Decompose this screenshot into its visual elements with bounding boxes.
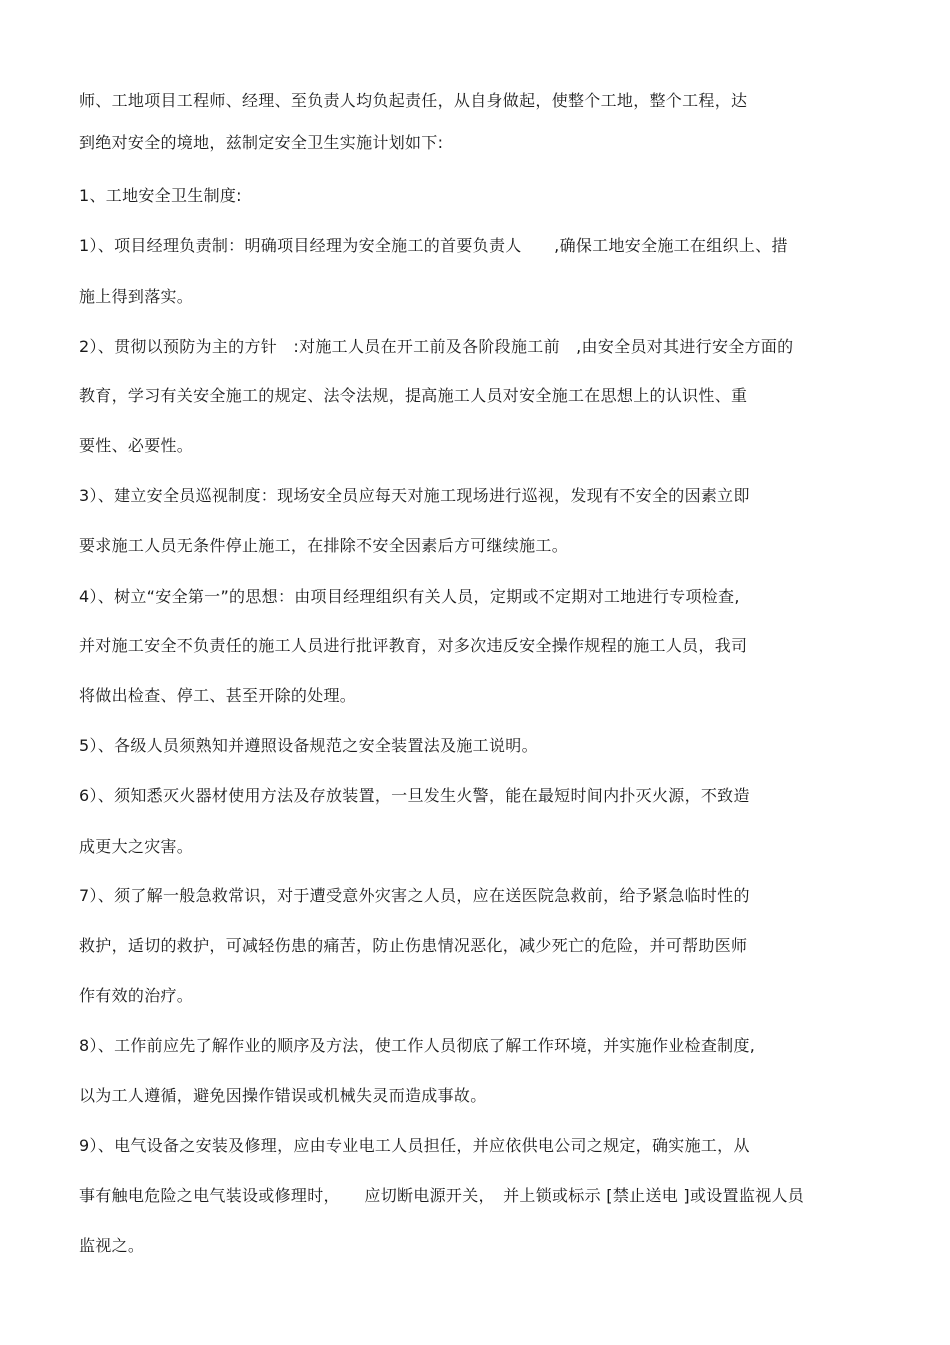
text-line: 8）、工作前应先了解作业的顺序及方法，使工作人员彻底了解工作环境，并实施作业检查制度, xyxy=(79,1036,756,1055)
text-line: 到绝对安全的境地，兹制定安全卫生实施计划如下: xyxy=(79,133,444,152)
text-line: 要求施工人员无条件停止施工，在排除不安全因素后方可继续施工。 xyxy=(79,536,569,555)
text-line: 1）、项目经理负责制：明确项目经理为安全施工的首要负责人 ,确保工地安全施工在组织上、措 xyxy=(79,236,788,255)
section-heading: 1、工地安全卫生制度: xyxy=(79,186,242,205)
text-line: 要性、必要性。 xyxy=(79,436,194,455)
text-line: 7）、须了解一般急救常识，对于遭受意外灾害之人员，应在送医院急救前，给予紧急临时性的 xyxy=(79,886,750,905)
text-line: 9）、电气设备之安装及修理，应由专业电工人员担任，并应依供电公司之规定，确实施工，从 xyxy=(79,1136,750,1155)
text-line: 救护，适切的救护，可减轻伤患的痛苦，防止伤患情况恶化，减少死亡的危险，并可帮助医师 xyxy=(79,936,748,955)
text-line: 教育，学习有关安全施工的规定、法令法规，提高施工人员对安全施工在思想上的认识性、重 xyxy=(79,386,748,405)
text-line: 事有触电危险之电气装设或修理时， 应切断电源开关， 并上锁或标示 [禁止送电 ]或设置监视人员 xyxy=(79,1186,805,1205)
text-line: 3）、建立安全员巡视制度：现场安全员应每天对施工现场进行巡视，发现有不安全的因素立即 xyxy=(79,486,750,505)
text-line: 6）、须知悉灭火器材使用方法及存放装置，一旦发生火警，能在最短时间内扑灭火源，不致造 xyxy=(79,786,750,805)
text-line: 施上得到落实。 xyxy=(79,287,194,306)
text-line: 并对施工安全不负责任的施工人员进行批评教育，对多次违反安全操作规程的施工人员，我司 xyxy=(79,636,748,655)
text-line: 作有效的治疗。 xyxy=(79,986,194,1005)
text-line: 师、工地项目工程师、经理、至负责人均负起责任，从自身做起，使整个工地，整个工程，达 xyxy=(79,91,748,110)
text-line: 以为工人遵循，避免因操作错误或机械失灵而造成事故。 xyxy=(79,1086,487,1105)
text-line: 监视之。 xyxy=(79,1236,145,1255)
text-line: 成更大之灾害。 xyxy=(79,837,194,856)
text-line: 5）、各级人员须熟知并遵照设备规范之安全装置法及施工说明。 xyxy=(79,736,538,755)
text-line: 2）、贯彻以预防为主的方针 :对施工人员在开工前及各阶段施工前 ,由安全员对其进行安全方面的 xyxy=(79,337,794,356)
text-line: 4）、树立“安全第一”的思想：由项目经理组织有关人员，定期或不定期对工地进行专项检查, xyxy=(79,587,740,606)
text-line: 将做出检查、停工、甚至开除的处理。 xyxy=(79,686,357,705)
